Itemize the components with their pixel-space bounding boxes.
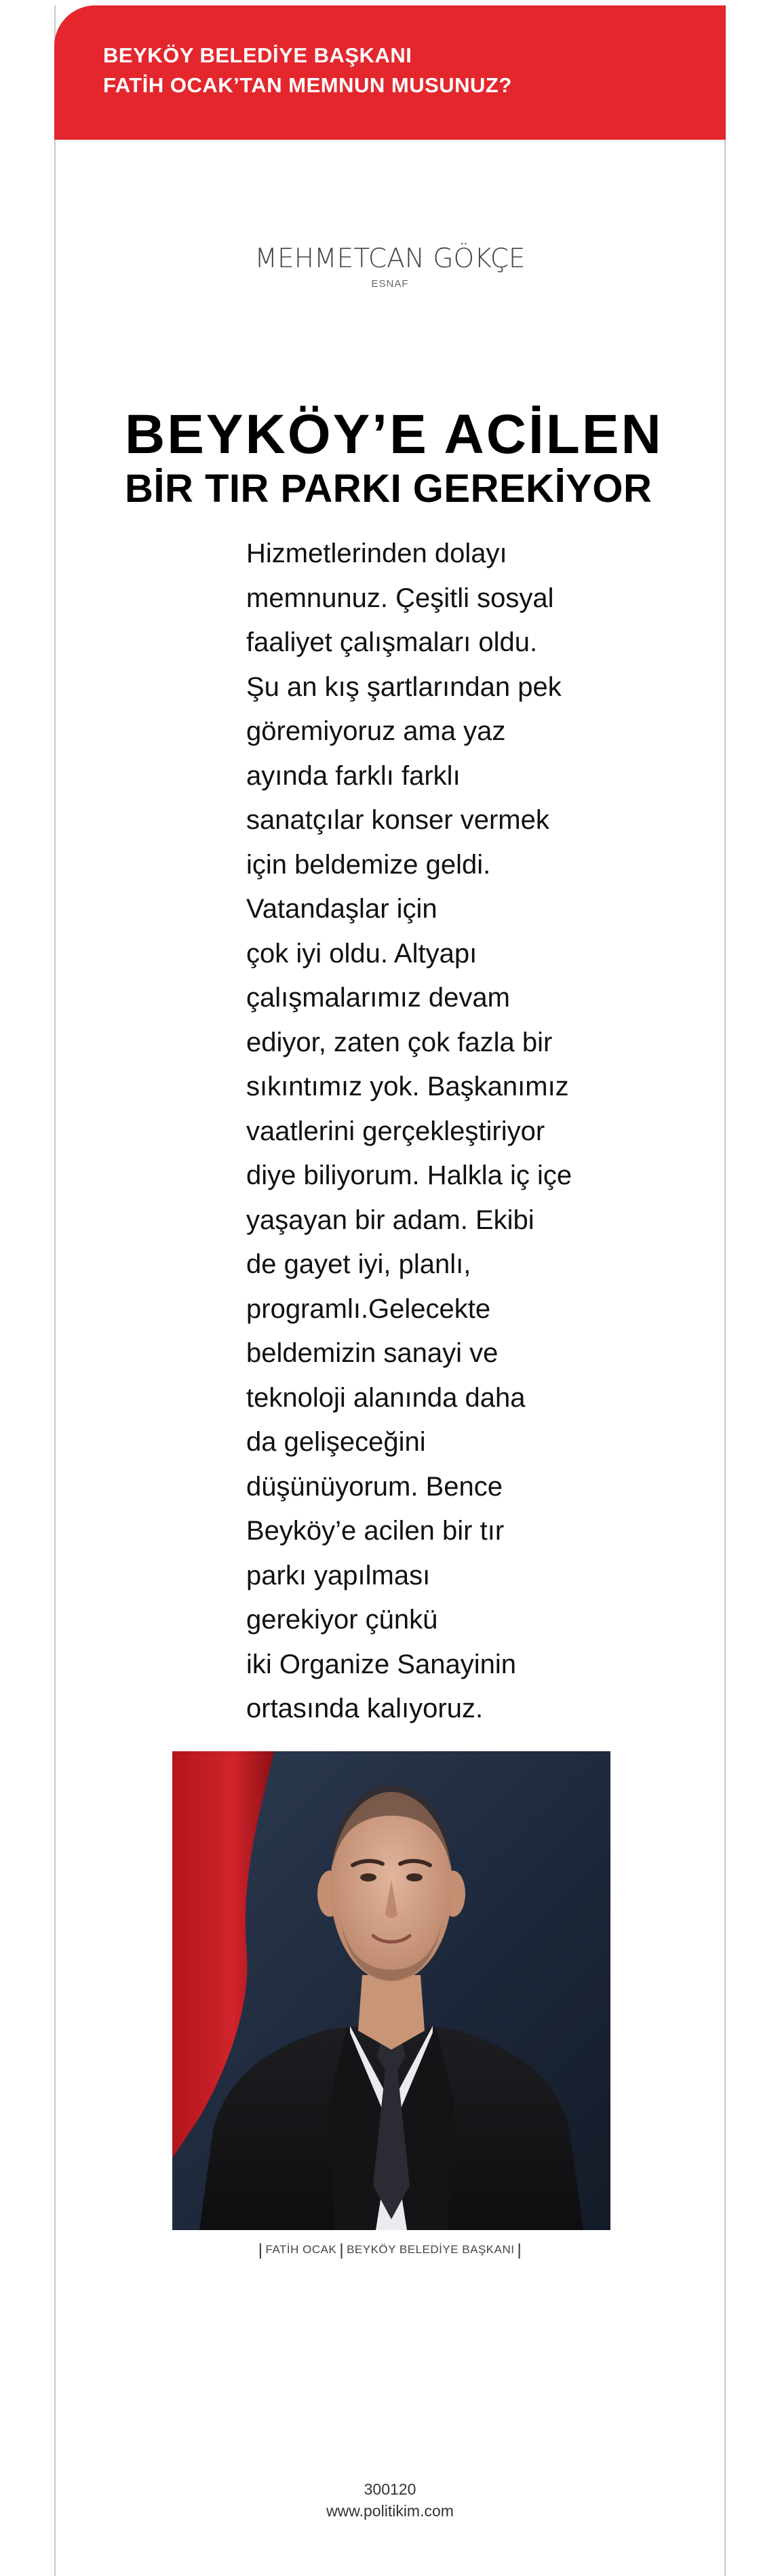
photo-caption xyxy=(54,2241,726,2260)
body-line: teknoloji alanında daha xyxy=(246,1382,526,1413)
body-line: göremiyoruz ama yaz xyxy=(246,716,506,746)
body-line: programlı.Gelecekte xyxy=(246,1293,491,1324)
header-banner xyxy=(54,5,726,140)
caption-divider: | xyxy=(517,2241,522,2259)
body-line: de gayet iyi, planlı, xyxy=(246,1249,471,1279)
body-line: diye biliyorum. Halkla iç içe xyxy=(246,1160,572,1190)
author-role: ESNAF xyxy=(371,278,409,290)
body-line: gerekiyor çünkü xyxy=(246,1605,438,1635)
banner-title-line-1: BEYKÖY BELEDİYE BAŞKANI xyxy=(103,43,412,67)
body-line: Beyköy’e acilen bir tır xyxy=(246,1516,505,1546)
body-line: faaliyet çalışmaları oldu. xyxy=(246,627,538,657)
body-line: çalışmalarımız devam xyxy=(246,983,510,1013)
left-eye xyxy=(360,1873,376,1881)
caption-name: FATİH OCAK xyxy=(265,2243,337,2256)
body-line: memnunuz. Çeşitli sosyal xyxy=(246,583,554,613)
body-line: sıkıntımız yok. Başkanımız xyxy=(246,1072,569,1101)
body-line: ortasında kalıyoruz. xyxy=(246,1694,484,1723)
body-line: iki Organize Sanayinin xyxy=(246,1649,516,1679)
headline-line-1: BEYKÖY’E ACİLEN xyxy=(125,404,663,465)
footer-code: 300120 xyxy=(364,2480,416,2498)
body-line: Hizmetlerinden dolayı xyxy=(246,539,507,568)
body-line: düşünüyorum. Bence xyxy=(246,1471,503,1502)
body-line: Şu an kış şartlarından pek xyxy=(246,671,562,702)
author-name: MEHMETCAN GÖKÇE xyxy=(254,243,526,274)
caption-title: BEYKÖY BELEDİYE BAŞKANI xyxy=(347,2243,515,2256)
caption-divider: | xyxy=(339,2241,345,2259)
body-line: da gelişeceğini xyxy=(246,1427,426,1457)
portrait-photo xyxy=(172,1751,610,2230)
footer-url: www.politikim.com xyxy=(326,2502,454,2520)
body-line: ayında farklı farklı xyxy=(246,760,461,791)
body-line: ediyor, zaten çok fazla bir xyxy=(246,1027,553,1057)
page-footer xyxy=(54,2478,726,2522)
right-eye xyxy=(406,1873,423,1881)
body-line: vaatlerini gerçekleştiriyor xyxy=(246,1116,545,1146)
body-line: çok iyi oldu. Altyapı xyxy=(246,938,477,969)
banner-title-line-2: FATİH OCAK’TAN MEMNUN MUSUNUZ? xyxy=(103,73,512,97)
body-line: Vatandaşlar için xyxy=(246,894,437,924)
body-line: yaşayan bir adam. Ekibi xyxy=(246,1205,534,1235)
body-line: beldemizin sanayi ve xyxy=(246,1338,499,1368)
author-block xyxy=(54,243,726,290)
body-line: sanatçılar konser vermek xyxy=(246,805,549,835)
headline-line-2: BİR TIR PARKI GEREKİYOR xyxy=(125,467,652,511)
body-line: için beldemize geldi. xyxy=(246,849,491,880)
article-headline xyxy=(125,404,722,513)
article-body xyxy=(246,532,599,1732)
portrait-illustration xyxy=(172,1751,610,2230)
caption-divider: | xyxy=(258,2241,263,2259)
body-line: parkı yapılması xyxy=(246,1560,431,1591)
